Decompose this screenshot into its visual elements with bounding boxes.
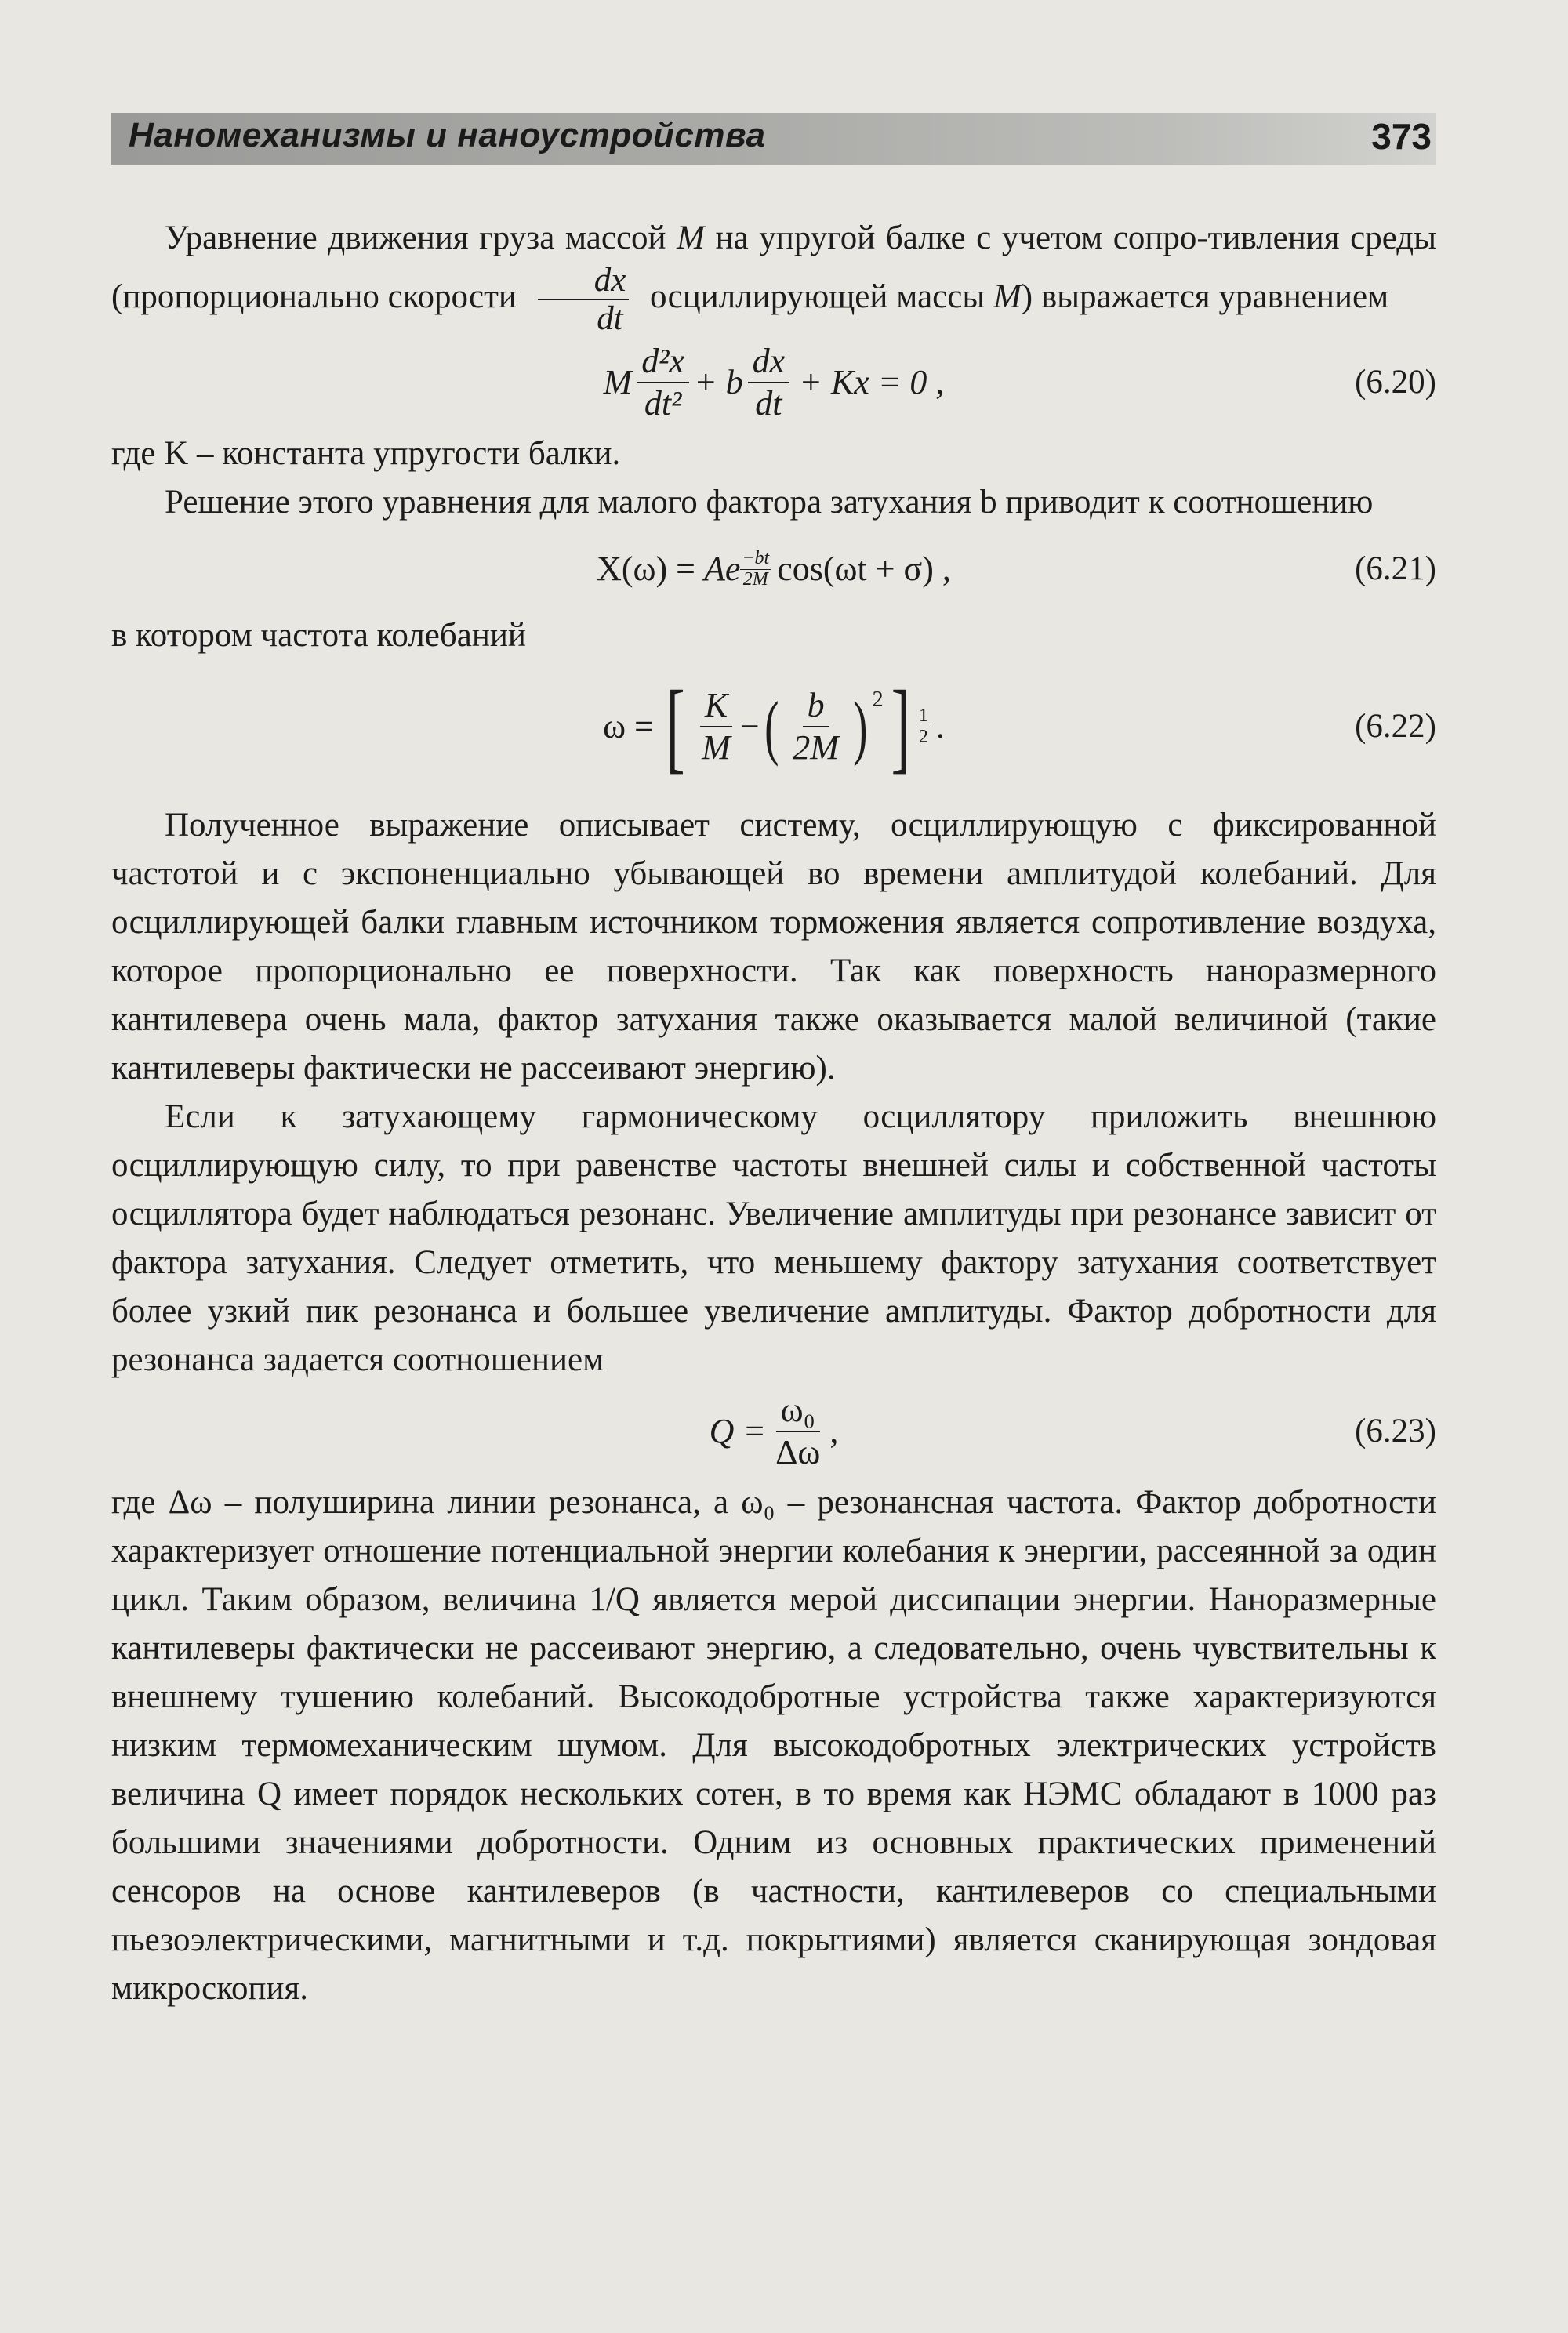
equation-number: (6.20) xyxy=(1355,364,1436,401)
paragraph-5: Полученное выражение описывает систему, осциллирующую с фиксированной частотой и с экспоненциально убывающей во времени амплитудой колебаний. Для осциллирующей балки главным источником торможения является сопротивление воздуха, которое пропорционально ее поверхности. Так как поверхность наноразмерного кантилевера очень мала, фактор затухания также оказывается малой величиной (такие кантилеверы фактически не рассеивают энергию). xyxy=(111,807,1436,1087)
page-body xyxy=(111,213,1436,2013)
paragraph-2: где K – константа упругости балки. xyxy=(111,435,621,472)
header-title: Наномеханизмы и наноустройства xyxy=(129,116,766,154)
velocity-fraction: $\frac{dx}{dt}$ xyxy=(538,263,630,336)
equation-6-22: ω = [ $\frac{K}{M}$ − ( $\frac{b}{2M}$ ) $^2$ ] $\frac{1}{2}$ . (6.22) xyxy=(603,670,1436,783)
paragraph-4: в котором частота колебаний xyxy=(111,617,526,654)
running-header xyxy=(111,113,1436,165)
equation-number: (6.22) xyxy=(1355,708,1436,745)
equation-6-23: Q = $\frac{\text{ω₀}}{\Delta\omega}$ , (6.23) xyxy=(709,1390,1436,1471)
paragraph-7: где Δω – полуширина линии резонанса, а ω₀ – резонансная частота. Фактор добротности характеризует отношение потенциальной энергии колебания к энергии, рассеянной за один цикл. Таким образом, величина 1/Q является мерой диссипации энергии. Наноразмерные кантилеверы фактически не рассеивают энергию, а следовательно, очень чувствительны к внешнему тушению колебаний. Высокодобротные устройства также характеризуются низким термомеханическим шумом. Для высокодобротных электрических устройств величина Q имеет порядок нескольких сотен, в то время как НЭМС обладают в 1000 раз большими значениями добротности. Одним из основных практических применений сенсоров на основе кантилеверов (в частности, кантилеверов со специальными пьезоэлектрическими, магнитными и т.д. покрытиями) является сканирующая зондовая микроскопия. xyxy=(111,1484,1436,2007)
paragraph-3: Решение этого уравнения для малого фактора затухания b приводит к соотношению xyxy=(165,484,1374,521)
equation-number: (6.21) xyxy=(1355,550,1436,587)
equation-6-20: M $\frac{\text{d²x}}{\text{dt²}}$ + b $\frac{dx}{dt}$ + Kx = 0 , (6.20) xyxy=(603,341,1436,423)
paragraph-6: Если к затухающему гармоническому осциллятору приложить внешнюю осциллирующую силу, то при равенстве частоты внешней силы и собственной частоты осциллятора будет наблюдаться резонанс. Увеличение амплитуды при резонансе зависит от фактора затухания. Следует отметить, что меньшему фактору затухания соответствует более узкий пик резонанса и большее увеличение амплитуды. Фактор добротности для резонанса задается соотношением xyxy=(111,1098,1436,1378)
equation-number: (6.23) xyxy=(1355,1413,1436,1450)
paragraph-1: Уравнение движения груза массой M на упругой балке с учетом сопро-тивления среды (пропорционально скорости $\frac{dx}{dt}$ осциллирующей массы M) выражается уравнением xyxy=(111,220,1437,337)
page-number: 373 xyxy=(1371,116,1432,157)
equation-6-21: X(ω) = Ae $\frac{-bt}{2M}$ cos(ωt + σ) , (6.21) xyxy=(111,527,1436,611)
